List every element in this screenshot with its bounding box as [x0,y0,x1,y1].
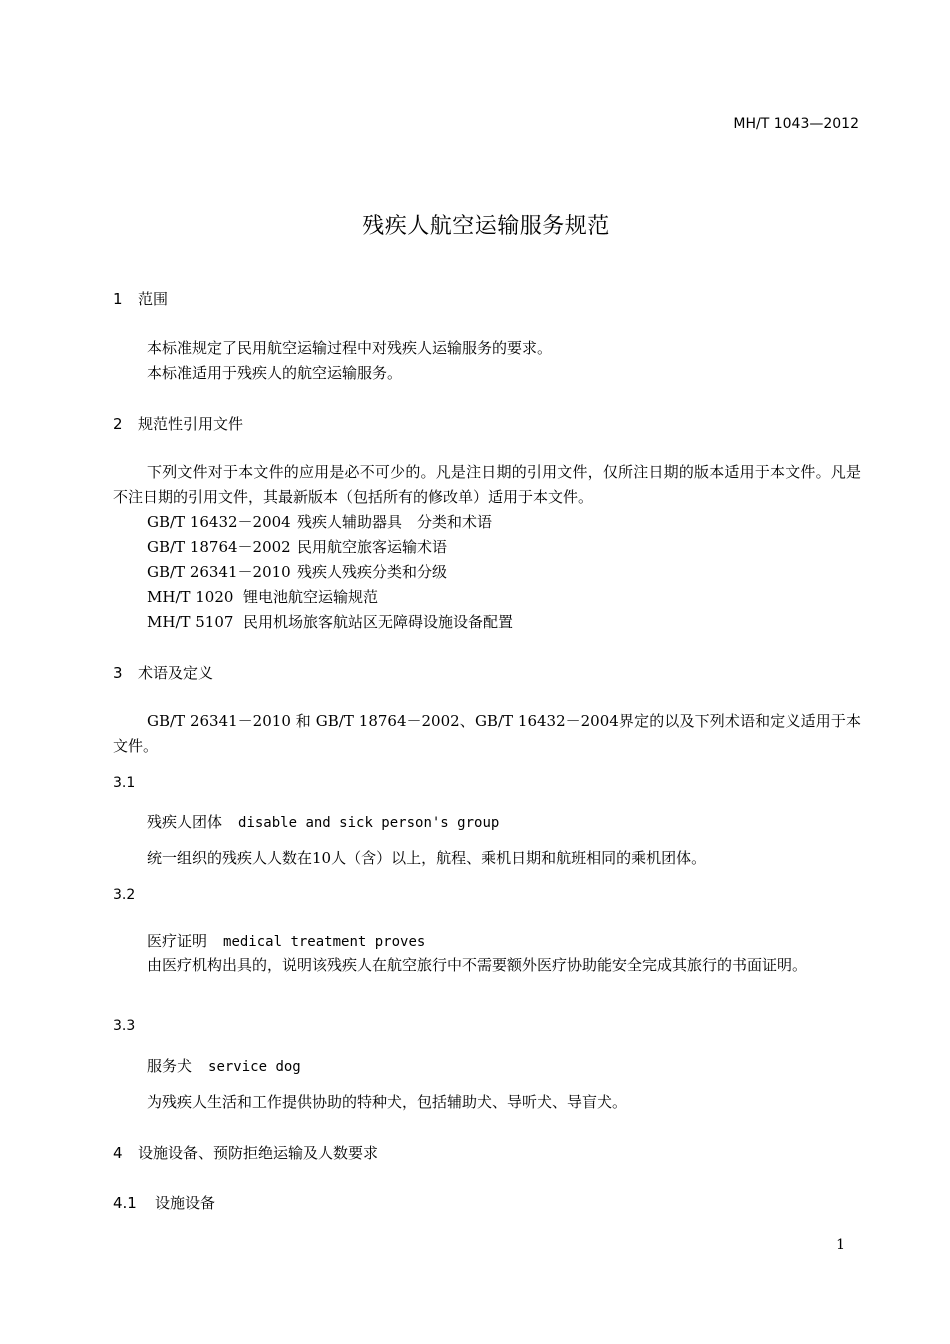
reference-item [147,610,513,635]
term-definition: 由医疗机构出具的，说明该残疾人在航空旅行中不需要额外医疗协助能安全完成其旅行的书面证明。 [147,956,808,974]
paragraph: 本标准规定了民用航空运输过程中对残疾人运输服务的要求。 [147,339,553,357]
reference-title: 锂电池航空运输规范 [243,588,379,606]
clause-number: 3.1 [113,775,136,791]
section-4-heading [113,1142,378,1163]
term-en: service dog [208,1059,301,1075]
section-2-heading [113,413,243,434]
term-entry [147,1055,301,1076]
paragraph: 下列文件对于本文件的应用是必不可少的。凡是注日期的引用文件，仅所注日期的版本适用于本文件。凡是不注日期的引用文件，其最新版本（包括所有的修改单）适用于本文件。 [113,463,861,506]
reference-code: GB/T 18764－2002 [147,538,291,556]
subsection-4-1-heading [113,1192,215,1213]
section-title: 范围 [138,290,169,308]
document-title: 残疾人航空运输服务规范 [362,214,610,239]
term-definition: 统一组织的残疾人人数在10人（含）以上，航程、乘机日期和航班相同的乘机团体。 [147,849,707,867]
section-3-heading [113,662,213,683]
term-zh: 服务犬 [147,1057,193,1075]
term-entry [147,811,499,832]
page-number: 1 [836,1237,845,1253]
reference-code: GB/T 26341－2010 [147,563,291,581]
section-number: 4 [113,1144,123,1162]
reference-code: MH/T 5107 [147,613,234,631]
standard-code: MH/T 1043—2012 [733,116,859,132]
section-1-heading [113,288,168,309]
reference-list [147,510,513,635]
term-en: disable and sick person's group [238,815,500,831]
clause-number: 3.2 [113,887,136,903]
reference-code: GB/T 16432－2004 [147,513,291,531]
section-title: 术语及定义 [138,664,214,682]
reference-title: 残疾人辅助器具 分类和术语 [297,513,493,531]
paragraph: 本标准适用于残疾人的航空运输服务。 [147,364,403,382]
section-number: 3 [113,664,123,682]
subsection-title: 设施设备 [155,1194,216,1212]
reference-item [147,560,513,585]
reference-title: 民用机场旅客航站区无障碍设施设备配置 [243,613,514,631]
subsection-number: 4.1 [113,1194,137,1212]
section-number: 2 [113,415,123,433]
section-title: 规范性引用文件 [138,415,244,433]
reference-item [147,510,513,535]
term-zh: 医疗证明 [147,932,208,950]
term-entry [147,930,425,951]
paragraph: GB/T 26341－2010 和 GB/T 18764－2002、GB/T 16432－2004界定的以及下列术语和定义适用于本文件。 [113,712,861,755]
term-definition: 为残疾人生活和工作提供协助的特种犬，包括辅助犬、导听犬、导盲犬。 [147,1093,628,1111]
reference-item [147,585,513,610]
term-zh: 残疾人团体 [147,813,223,831]
reference-title: 残疾人残疾分类和分级 [297,563,448,581]
section-number: 1 [113,290,123,308]
clause-number: 3.3 [113,1018,136,1034]
term-en: medical treatment proves [223,934,426,950]
reference-code: MH/T 1020 [147,588,234,606]
section-title: 设施设备、预防拒绝运输及人数要求 [138,1144,379,1162]
reference-title: 民用航空旅客运输术语 [297,538,448,556]
reference-item [147,535,513,560]
